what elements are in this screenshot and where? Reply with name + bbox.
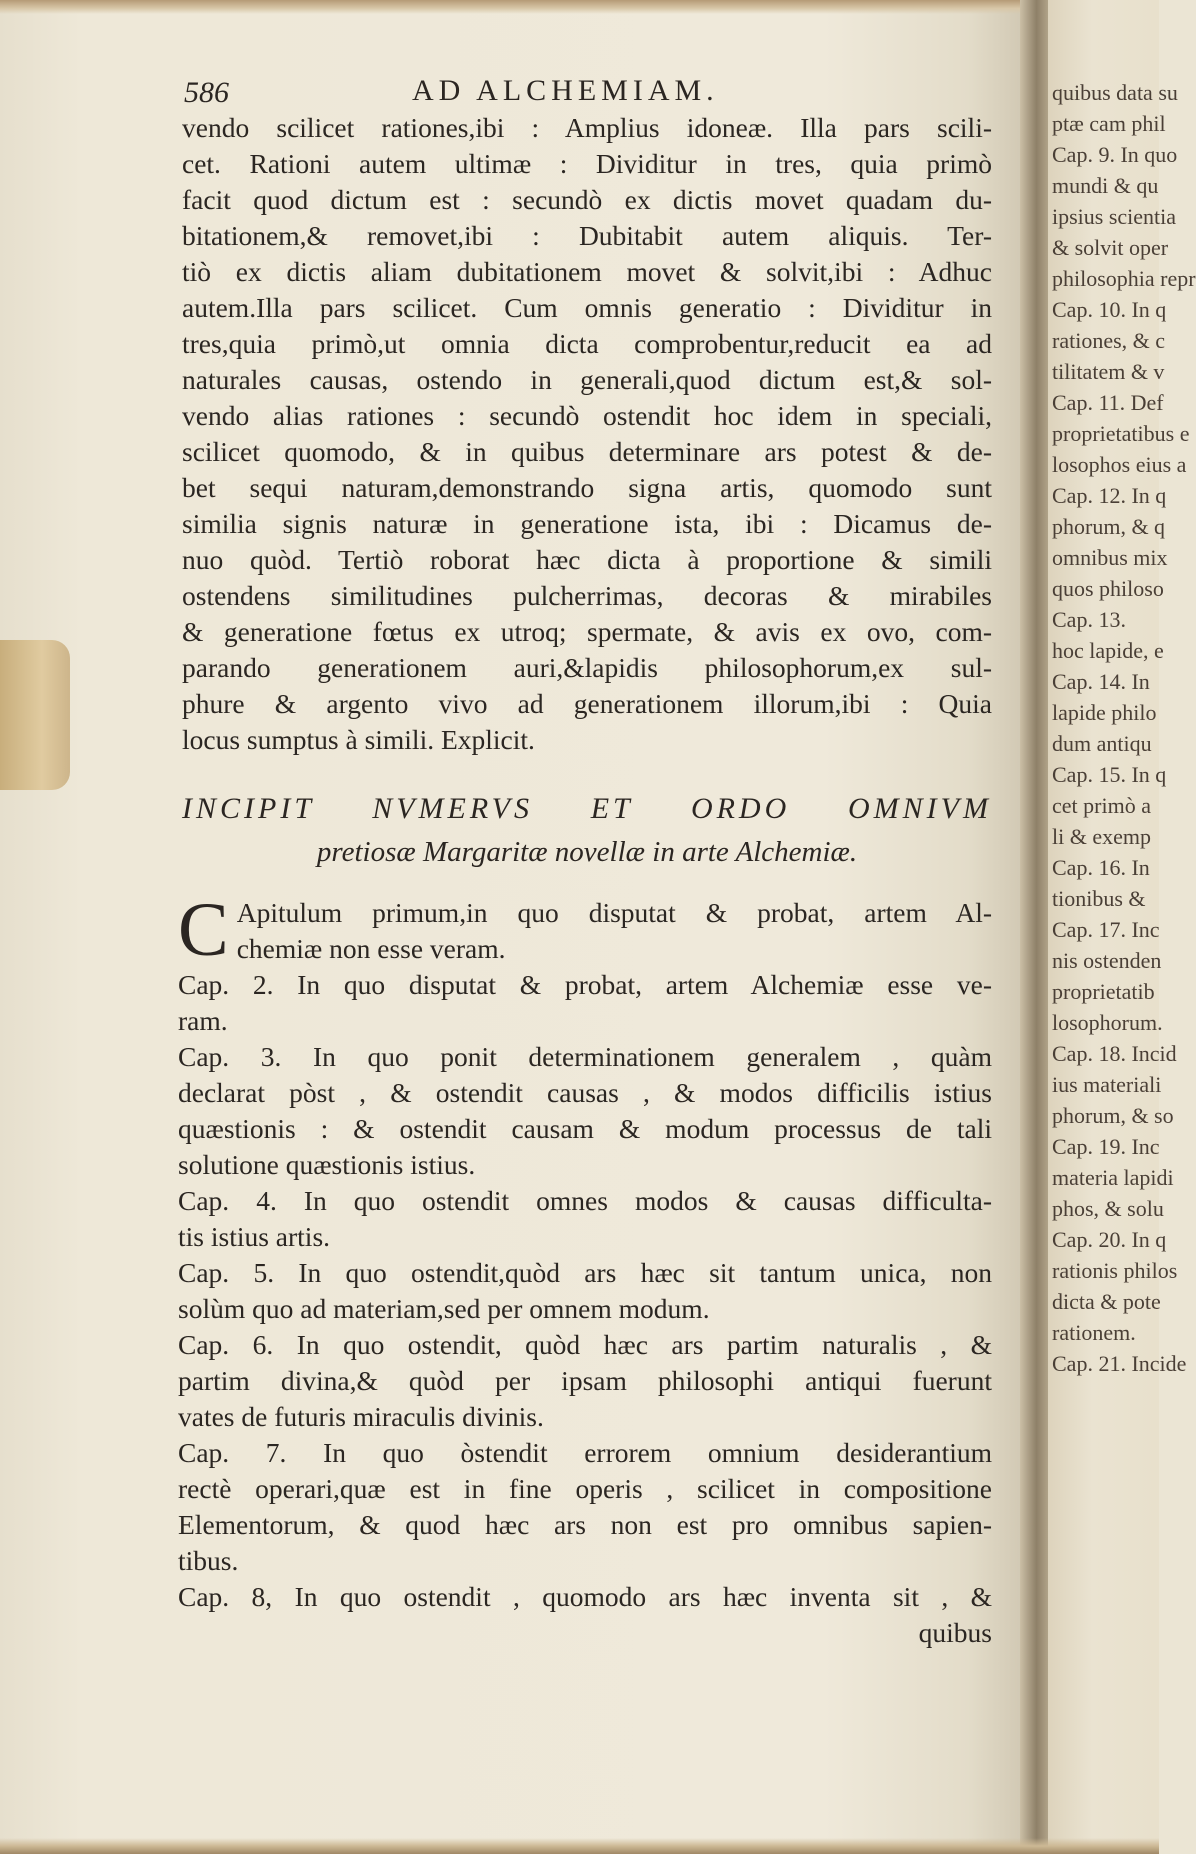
facing-page-line: rationis philos [1052,1258,1178,1283]
facing-page-line: dum antiqu [1052,731,1152,756]
body-line: tiò ex dictis aliam dubitationem movet & solvit,ibi : Adhuc [182,256,992,287]
chapter-entry [178,1255,992,1327]
facing-page-line: li & exemp [1052,824,1151,849]
chapter-line: Cap. 6. In quo ostendit, quòd hæc ars partim naturalis , & [178,1329,992,1360]
chapter-line: Apitulum primum,in quo disputat & probat, artem Al- [236,897,992,928]
body-line: similia signis naturæ in generatione ista, ibi : Dicamus de- [182,508,992,539]
body-line: nuo quòd. Tertiò roborat hæc dicta à proportione & simili [182,544,992,575]
facing-page-line: Cap. 13. [1052,607,1126,632]
page-bottom-edge [0,1838,1159,1854]
body-line: & generatione fœtus ex utroq; spermate, & avis ex ovo, com- [182,616,992,647]
facing-page-line: Cap. 15. In q [1052,762,1167,787]
facing-page-line: nis ostenden [1052,948,1162,973]
body-line: parando generationem auri,&lapidis philosophorum,ex sul- [182,652,992,683]
facing-page-line: lapide philo [1052,700,1157,725]
facing-page-line: ptæ cam phil [1052,111,1166,136]
facing-page-line: materia lapidi [1052,1165,1174,1190]
chapter-line: solùm quo ad materiam,sed per omnem modum. [178,1293,710,1324]
body-line: ostendens similitudines pulcherrimas, decoras & mirabiles [182,580,992,611]
facing-page-line: losophorum. [1052,1010,1163,1035]
body-line: autem.Illa pars scilicet. Cum omnis generatio : Dividitur in [182,292,992,323]
body-line: bet sequi naturam,demonstrando signa artis, quomodo sunt [182,472,992,503]
running-head [184,72,984,112]
facing-page-line: phos, & solu [1052,1196,1164,1221]
chapter-entry [178,1435,992,1579]
facing-page-line: phorum, & so [1052,1103,1174,1128]
facing-page-line: tionibus & [1052,886,1146,911]
chapter-list [178,888,992,1651]
chapter-line: rectè operari,quæ est in fine operis , scilicet in compositione [178,1473,992,1504]
facing-page-line: philosophia repr [1052,266,1196,291]
facing-page-line: hoc lapide, e [1052,638,1164,663]
facing-page-line: Cap. 11. Def [1052,390,1164,415]
facing-page-line: losophos eius a [1052,452,1187,477]
chapter-line: tis istius artis. [178,1221,331,1252]
facing-page-line: mundi & qu [1052,173,1159,198]
facing-page-line: Cap. 19. Inc [1052,1134,1160,1159]
page-number: 586 [184,76,229,109]
chapter-line: Cap. 8, In quo ostendit , quomodo ars hæc inventa sit , & [178,1581,992,1612]
chapter-line: Cap. 3. In quo ponit determinationem generalem , quàm [178,1041,992,1072]
body-line: facit quod dictum est : secundò ex dictis movet quadam du- [182,184,992,215]
body-line: naturales causas, ostendo in generali,quod dictum est,& sol- [182,364,992,395]
chapter-entry [178,888,992,972]
body-line: locus sumptus à simili. Explicit. [182,724,535,755]
facing-page-line: proprietatibus e [1052,421,1190,446]
facing-page-line: Cap. 12. In q [1052,483,1167,508]
heading-line-2: pretiosæ Margaritæ novellæ in arte Alchemiæ. [316,836,858,868]
chapter-line: ram. [178,1005,228,1036]
facing-page-line: ipsius scientia [1052,204,1177,229]
chapter-entry [178,1183,992,1255]
chapter-entry [178,1579,992,1651]
paper-tab [0,640,70,790]
chapter-line: quæstionis : & ostendit causam & modum processus de tali [178,1113,992,1144]
chapter-line: Cap. 4. In quo ostendit omnes modos & causas difficulta- [178,1185,992,1216]
chapter-entry [178,1039,992,1183]
body-line: tres,quia primò,ut omnia dicta comprobentur,reducit ea ad [182,328,992,359]
chapter-line: tibus. [178,1545,239,1576]
chapter-line: declarat pòst , & ostendit causas , & modos difficilis istius [178,1077,992,1108]
facing-page-line: dicta & pote [1052,1289,1161,1314]
body-line: cet. Rationi autem ultimæ : Dividitur in tres, quia primò [182,148,992,179]
facing-page-line: cet primò a [1052,793,1151,818]
body-line: phure & argento vivo ad generationem illorum,ibi : Quia [182,688,992,719]
body-line: scilicet quomodo, & in quibus determinare ars potest & de- [182,436,992,467]
facing-page-line: Cap. 9. In quo [1052,142,1178,167]
facing-page-line: tilitatem & v [1052,359,1165,384]
facing-page-line: rationem. [1052,1320,1136,1345]
facing-page-line: Cap. 10. In q [1052,297,1167,322]
facing-page-line: quibus data su [1052,80,1178,105]
book-gutter [1020,0,1050,1854]
chapter-line: Elementorum, & quod hæc ars non est pro omnibus sapien- [178,1509,992,1540]
facing-page-line: Cap. 21. Incide [1052,1351,1187,1376]
facing-page-line: Cap. 18. Incid [1052,1041,1177,1066]
chapter-line: partim divina,& quòd per ipsam philosophi antiqui fuerunt [178,1365,992,1396]
body-line: vendo alias rationes : secundò ostendit hoc idem in speciali, [182,400,992,431]
chapter-line: Cap. 7. In quo òstendit errorem omnium desiderantium [178,1437,992,1468]
chapter-line: Cap. 2. In quo disputat & probat, artem Alchemiæ esse ve- [178,969,992,1000]
chapter-entry [178,1327,992,1435]
facing-page-line: phorum, & q [1052,514,1166,539]
chapter-line: vates de futuris miraculis divinis. [178,1401,544,1432]
facing-page-line: Cap. 14. In [1052,669,1150,694]
chapter-line: chemiæ non esse veram. [236,933,506,964]
facing-page [1048,0,1196,1854]
facing-page-line: & solvit oper [1052,235,1169,260]
section-heading [182,788,992,874]
body-line: vendo scilicet rationes,ibi : Amplius idoneæ. Illa pars scili- [182,112,992,143]
chapter-line: quibus [918,1617,992,1648]
facing-page-line: Cap. 17. Inc [1052,917,1160,942]
heading-line-1: INCIPIT NVMERVS ET ORDO OMNIVM [182,792,992,825]
running-title: AD ALCHEMIAM. [412,74,719,107]
facing-page-line: Cap. 16. In [1052,855,1150,880]
chapter-line: solutione quæstionis istius. [178,1149,476,1180]
drop-cap: C [178,888,229,972]
body-text [182,110,992,758]
chapter-line: Cap. 5. In quo ostendit,quòd ars hæc sit tantum unica, non [178,1257,992,1288]
chapter-entry [178,967,992,1039]
facing-page-line: rationes, & c [1052,328,1166,353]
facing-page-line: omnibus mix [1052,545,1168,570]
facing-page-line: Cap. 20. In q [1052,1227,1167,1252]
facing-page-line: proprietatib [1052,979,1155,1004]
page-top-edge [0,0,1159,14]
facing-page-line: quos philoso [1052,576,1164,601]
facing-page-line: ius materiali [1052,1072,1162,1097]
body-line: bitationem,& removet,ibi : Dubitabit autem aliquis. Ter- [182,220,992,251]
